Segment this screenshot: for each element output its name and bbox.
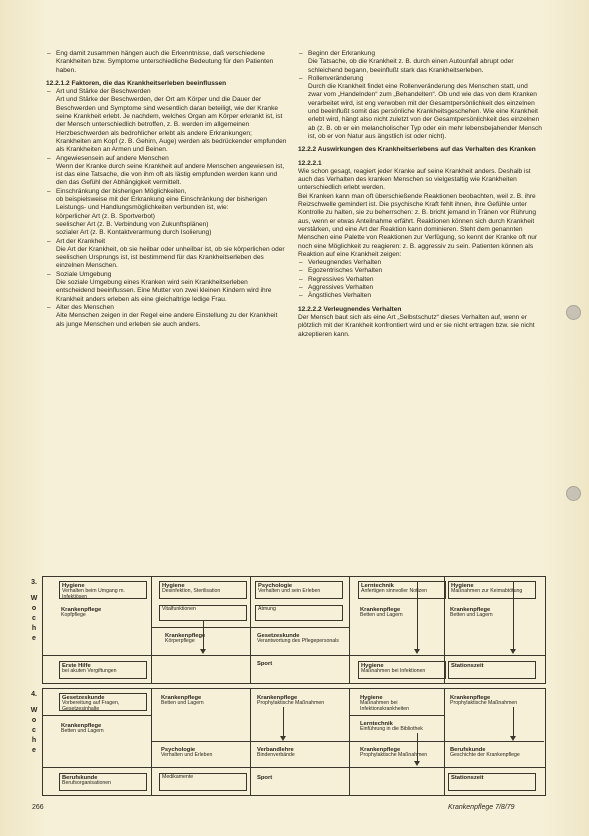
left-column — [46, 50, 287, 329]
factor-text: Durch die Krankheit findet eine Rollenveränderung des Menschen statt, und zwar vom „Handelnden“ zum „Behandelten“. Ob und wie das von dem Kranken verarbeitet wird, ist eng verwoben mit der Gesamtpersönlichkeit des einzelnen und beeinflußt somit das persönliche Krankheitsgeschehen. Wie eine Krankheit erlebt wird, hängt also nicht zuletzt von der Gesamtpersönlichkeit des einzelnen ab (z. B. ob er ein melancholischer Typ oder ein mehr lebensbejahender Mensch ist, ob er von Natur aus ängstlich ist oder nicht). — [308, 83, 542, 140]
schedule-cell: Krankenpflege Kopfpflege — [61, 607, 102, 619]
punch-hole — [566, 486, 581, 501]
schedule-cell: Hygiene Verhalten beim Umgang m. Infektiösen — [59, 581, 147, 599]
divider — [349, 715, 444, 716]
schedule-cell: Krankenpflege Prophylaktische Maßnahmen — [450, 695, 518, 707]
factor-text: sozialer Art (z. B. Kontaktverarmung durch Isolierung) — [56, 229, 212, 237]
factor-item: – Angewiesensein auf andere Menschen — [46, 155, 287, 163]
factor-item: – Soziale Umgebung — [46, 271, 287, 279]
factor-text: Die Tatsache, ob die Krankheit z. B. durch einen Autounfall abrupt oder schleichend begann, beeinflußt stark das Krankheitserleben. — [308, 58, 514, 74]
schedule-cell: Berufskunde Geschichte der Krankenpflege — [450, 747, 520, 759]
section-heading: 12.2.2 Auswirkungen des Krankheitserlebens auf das Verhalten des Kranken — [298, 146, 536, 154]
schedule-cell: Sport — [257, 661, 273, 667]
arrow-icon — [200, 649, 206, 654]
flow-line — [417, 733, 418, 761]
schedule-cell: Lerntechnik Anfertigen sinnvoller Notizen — [358, 581, 446, 599]
behaviour-item: – Verleugnendes Verhalten — [298, 259, 542, 267]
schedule-cell: Hygiene Maßnahmen bei Infektionskrankheiten — [360, 695, 410, 712]
journal-reference: Krankenpflege 7/8/79 — [448, 804, 515, 811]
behaviour-item: – Regressives Verhalten — [298, 276, 542, 284]
divider — [151, 577, 152, 683]
schedule-cell: Hygiene Desinfektion, Sterilisation — [159, 581, 247, 599]
divider — [444, 577, 445, 683]
schedule-cell: Atmung — [255, 605, 343, 621]
paragraph: Der Mensch baut sich als eine Art „Selbstschutz“ dieses Verhalten auf, wenn er plötzlich mit der Krankheit konfrontiert wird und er sie nicht ertragen bzw. sie nicht akzeptieren kann. — [298, 313, 535, 338]
week-4-box — [42, 688, 546, 796]
flow-line — [417, 581, 418, 649]
schedule-diagram — [30, 574, 552, 798]
schedule-cell: Sport — [257, 775, 273, 781]
divider — [444, 689, 445, 795]
flow-line — [513, 581, 514, 649]
schedule-cell: Verbandlehre Bindenverbände — [257, 747, 295, 759]
schedule-cell: Krankenpflege Prophylaktische Maßnahmen — [257, 695, 325, 707]
divider — [151, 689, 152, 795]
behaviour-item: – Aggressives Verhalten — [298, 284, 542, 292]
paragraph: Wie schon gesagt, reagiert jeder Kranke auf seine Krankheit anders. Deshalb ist auch das Verhalten des kranken Menschen so vielgestaltig wie Krankheiten unterschiedlich erlebt werden. — [298, 167, 531, 192]
factor-item: – Art und Stärke der Beschwerden — [46, 88, 287, 96]
week-label: 4. W o c h e — [30, 691, 38, 754]
factor-text: Wenn der Kranke durch seine Krankheit auf andere Menschen angewiesen ist, ist das eine Tatsache, die von ihm oft als lästig empfunden werden kann und den das Gefühl der Abhängigkeit vermittelt. — [56, 162, 285, 187]
arrow-icon — [280, 736, 286, 741]
factor-text: Art und Stärke der Beschwerden, der Ort am Körper und die Dauer der Beschwerden und Symptome sind wesentlich daran beteiligt, wie der Kranke seine Krankheit erlebt. Je nachdem, welches Organ am Körper erkrankt ist, ist der Mensch unterschiedlich betroffen, z. B. werden im allgemeinen Herzbeschwerden als bedrohlicher erlebt als andere Erkrankungen; Krankheiten am Kopf (z. B. Gehirn, Auge) werden als bedrückender empfunden als Krankheiten an Armen und Beinen. — [56, 96, 287, 154]
schedule-cell: Psychologie Verhalten und Erleben — [161, 747, 213, 759]
schedule-cell: Krankenpflege Betten und Lagern — [61, 723, 104, 735]
page-number: 266 — [32, 804, 44, 811]
divider — [250, 689, 251, 795]
divider — [43, 767, 545, 768]
week-label: 3. W o c h e — [30, 579, 38, 642]
divider — [349, 689, 350, 795]
factor-text: Alte Menschen zeigen in der Regel eine andere Einstellung zu der Krankheit als junge Menschen und erleben sie auch anders. — [56, 312, 278, 328]
factor-text: Die soziale Umgebung eines Kranken wird sein Krankheitserleben entscheidend beeinflussen. Eine Mutter von zwei kleinen Kindern wird ihre Krankheit anders erleben als eine gleichaltrige ledige Frau. — [56, 279, 272, 303]
arrow-icon — [414, 761, 420, 766]
right-column — [298, 50, 542, 339]
factor-item: – Rollenveränderung — [298, 75, 542, 83]
schedule-cell: Erste Hilfe bei akuten Vergiftungen — [59, 661, 147, 679]
flow-line — [513, 707, 514, 737]
schedule-cell: Hygiene Maßnahmen zur Keimabtötung — [448, 581, 536, 599]
schedule-cell: Hygiene Maßnahmen bei Infektionen — [358, 661, 446, 679]
schedule-cell: Krankenpflege Körperpflege — [165, 633, 206, 645]
schedule-cell: Gesetzeskunde Vorbereitung auf Fragen, Gesetzesinhalte — [59, 693, 147, 711]
paragraph: Bei Kranken kann man oft überschießende Reaktionen beobachten, weil z. B. ihre Reizschwelle gemindert ist. Die psychische Kraft fehlt ihnen, ihre Gefühle unter Kontrolle zu halten, sie zu beherrschen: z. B. bricht jemand in Tränen vor Rührung aus, wenn er etwas Anteilnahme erfährt. Reaktionen können sich durch Krankheit verstärken, und eine Art der Reaktion kann dominieren. Steht dem genannten Menschen eine Palette von Reaktionen zur Verfügung, so kennt der Kranke oft nur noch eine Möglichkeit zu reagieren: z. B. aggressiv zu sein. Patienten können als Reaktion auf eine Krankheit zeigen: — [298, 192, 538, 258]
schedule-cell: Krankenpflege Betten und Lagern — [161, 695, 204, 707]
schedule-cell: Krankenpflege Prophylaktische Maßnahmen — [360, 747, 428, 759]
divider — [43, 715, 151, 716]
schedule-cell: Krankenpflege Betten und Lagern — [450, 607, 493, 619]
factor-text: Die Art der Krankheit, ob sie heilbar oder unheilbar ist, ob sie körperlichen oder seelischen Ursprungs ist, ist bestimmend für das Krankheitserleben des einzelnen Menschen. — [56, 245, 285, 270]
schedule-cell: Gesetzeskunde Verantwortung des Pflegepersonals — [257, 633, 339, 645]
subsection-heading: 12.2.2.1 — [298, 159, 322, 167]
divider — [151, 741, 544, 742]
divider — [349, 577, 350, 683]
divider — [151, 627, 349, 628]
subsection-heading: 12.2.2.2 Verleugnendes Verhalten — [298, 305, 402, 313]
section-heading: 12.2.1.2 Faktoren, die das Krankheitserleben beeinflussen — [46, 79, 227, 87]
schedule-cell: Stationszeit — [448, 773, 536, 791]
divider — [43, 655, 545, 656]
arrow-icon — [510, 649, 516, 654]
arrow-icon — [510, 736, 516, 741]
factor-item: – Art der Krankheit — [46, 238, 287, 246]
punch-hole — [566, 305, 581, 320]
factor-item: – Alter des Menschen — [46, 304, 287, 312]
factor-text: seelischer Art (z. B. Verbindung von Zukunftsplänen) — [56, 220, 209, 228]
schedule-cell: Stationszeit — [448, 661, 536, 679]
schedule-cell: Lerntechnik Einführung in die Bibliothek — [360, 721, 423, 733]
week-3-box — [42, 576, 546, 684]
arrow-icon — [414, 649, 420, 654]
behaviour-item: – Egozentrisches Verhalten — [298, 267, 542, 275]
schedule-cell: Medikamente — [159, 773, 247, 791]
intro-item: – Eng damit zusammen hängen auch die Erkenntnisse, daß verschiedene Krankheiten bzw. Symptome unterschiedliche Bedeutung für den Patienten haben. — [46, 50, 287, 75]
schedule-cell: Psychologie Verhalten und sein Erleben — [255, 581, 343, 599]
factor-text: körperlicher Art (z. B. Sportverbot) — [56, 212, 155, 220]
flow-line — [283, 707, 284, 737]
factor-item: – Einschränkung der bisherigen Möglichkeiten, — [46, 188, 287, 196]
schedule-cell: Berufskunde Berufsorganisationen — [59, 773, 147, 791]
schedule-cell: Vitalfunktionen — [159, 605, 247, 621]
factor-text: ob beispielsweise mit der Erkrankung eine Einschränkung der bisherigen Leistungs- und Handlungsmöglichkeiten verbunden ist, wie: — [56, 196, 268, 212]
schedule-cell: Krankenpflege Betten und Lagern — [360, 607, 403, 619]
behaviour-item: – Ängstliches Verhalten — [298, 292, 542, 300]
flow-line — [203, 621, 204, 649]
divider — [250, 577, 251, 683]
factor-item: – Beginn der Erkrankung — [298, 50, 542, 58]
